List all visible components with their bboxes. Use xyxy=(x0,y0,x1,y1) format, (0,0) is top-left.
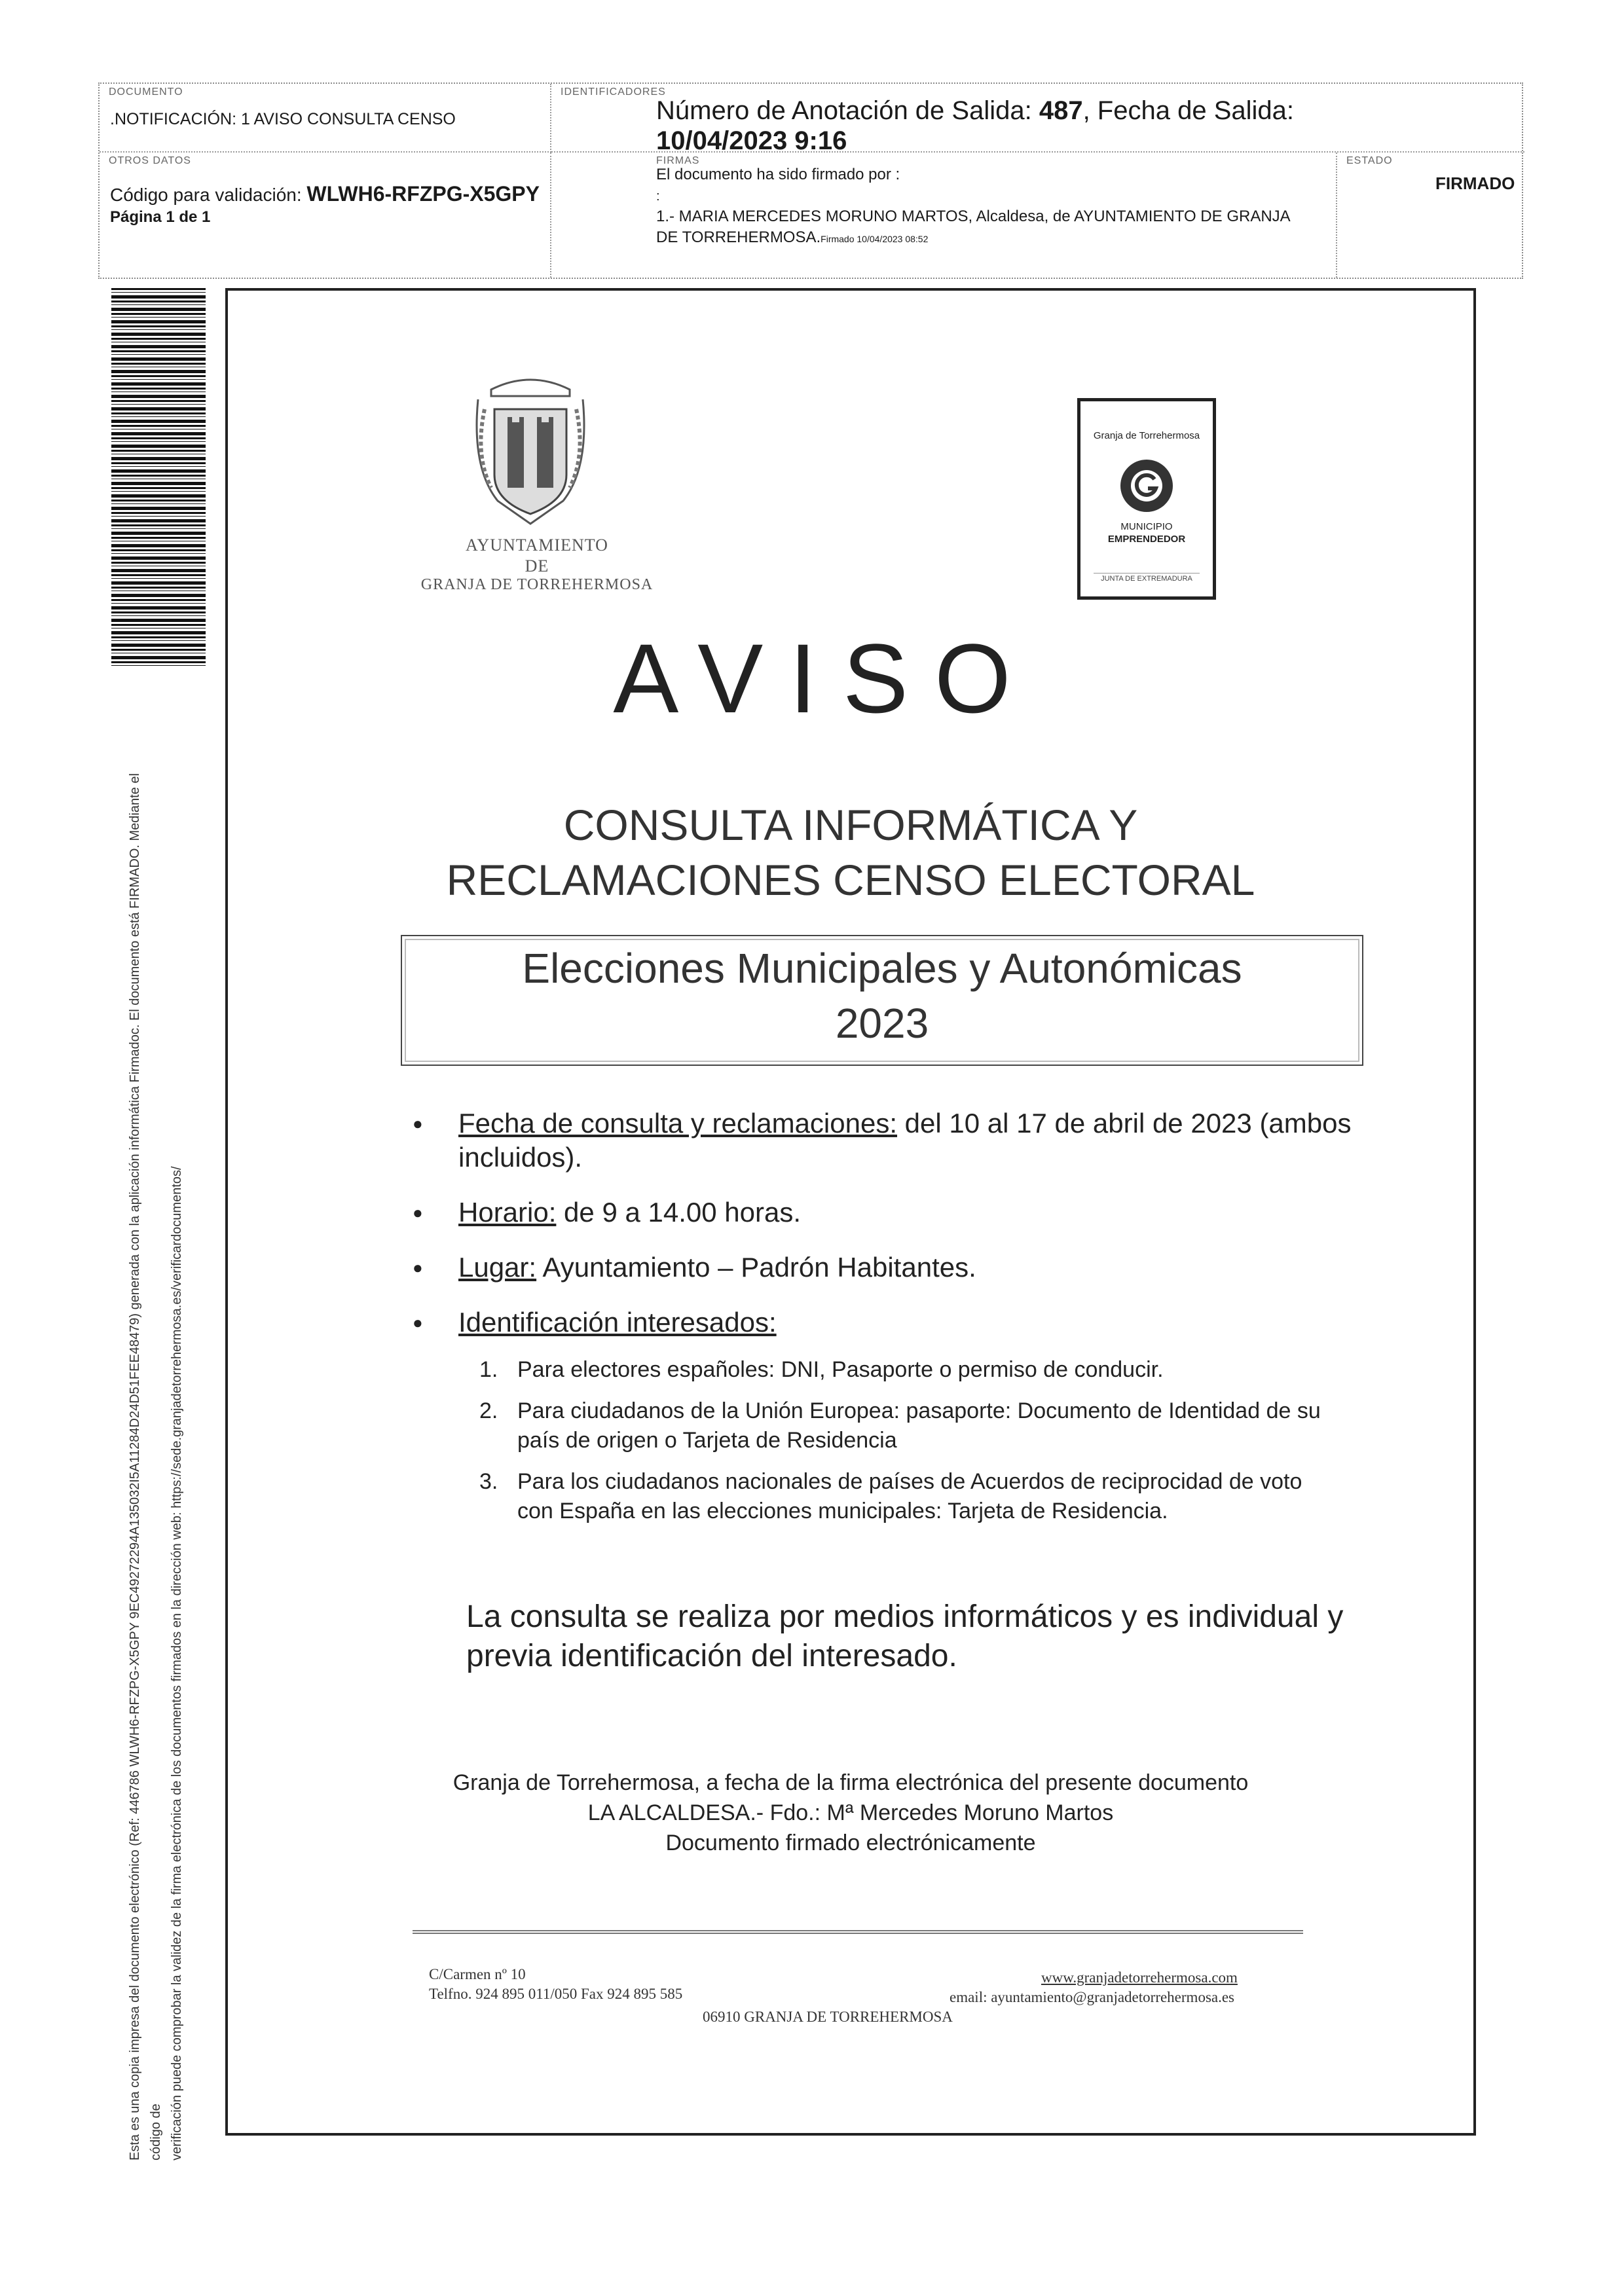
fecha-label: Fecha de consulta y reclamaciones: xyxy=(458,1108,898,1139)
identificadores-value xyxy=(656,96,1409,153)
firmas-label: FIRMAS xyxy=(656,155,700,166)
crest-line1: AYUNTAMIENTO xyxy=(466,536,608,555)
firmas-cell xyxy=(551,153,1337,278)
crest-line2: DE xyxy=(525,556,549,575)
consulta-paragraph: La consulta se realiza por medios informáticos y es individual y previa identificación del interesado. xyxy=(466,1599,1344,1673)
signed-at: Firmado 10/04/2023 08:52 xyxy=(821,234,929,244)
estado-cell xyxy=(1337,153,1524,278)
footer-address: C/Carmen nº 10 xyxy=(429,1966,526,1982)
list-item xyxy=(458,1305,1388,1339)
list-item xyxy=(458,1195,1388,1230)
firmas-colon: : xyxy=(656,189,660,204)
signature-line1: Granja de Torrehermosa, a fecha de la firma electrónica del presente documento xyxy=(452,1770,1249,1795)
elections-line1: Elecciones Municipales y Autonómicas xyxy=(522,945,1242,992)
estado-label: ESTADO xyxy=(1346,155,1393,166)
otros-datos-label: OTROS DATOS xyxy=(109,155,191,166)
page-title: AVISO xyxy=(613,623,1037,733)
badge-logo-icon xyxy=(1118,458,1175,514)
elections-line2: 2023 xyxy=(835,1000,929,1047)
item-text: Para los ciudadanos nacionales de países de Acuerdos de reciprocidad de voto con España en las elecciones municipales: Tarjeta de Residencia. xyxy=(517,1469,1302,1523)
list-item xyxy=(458,1250,1388,1285)
signer-text: 1.- MARIA MERCEDES MORUNO MARTOS, Alcaldesa, de AYUNTAMIENTO DE GRANJA DE TORREHERMOSA. xyxy=(656,208,1290,246)
elections-box xyxy=(401,935,1363,1066)
fecha-text: del 10 al 17 de abril de 2023 (ambos incluidos). xyxy=(458,1108,1352,1173)
identificadores-label: IDENTIFICADORES xyxy=(561,86,666,98)
item-number: 2. xyxy=(479,1398,498,1423)
identification-list xyxy=(479,1355,1342,1538)
firmas-signer xyxy=(656,206,1311,249)
subtitle-line1: CONSULTA INFORMÁTICA Y xyxy=(563,801,1138,849)
item-number: 1. xyxy=(479,1357,498,1382)
footer-divider xyxy=(413,1930,1303,1934)
firmas-intro: El documento ha sido firmado por : xyxy=(656,166,900,183)
badge-bottom-text: JUNTA DE EXTREMADURA xyxy=(1094,573,1200,583)
anotacion-text: Número de Anotación de Salida: xyxy=(656,96,1039,125)
item-number: 3. xyxy=(479,1469,498,1494)
footer-email[interactable]: email: ayuntamiento@granjadetorrehermosa.es xyxy=(950,1989,1235,2005)
anotacion-number: 487 xyxy=(1039,96,1083,125)
identificadores-cell xyxy=(551,84,1524,153)
identificacion-label: Identificación interesados: xyxy=(458,1307,777,1338)
side-verification-text xyxy=(124,759,187,2160)
otros-datos-value xyxy=(110,172,540,228)
list-item xyxy=(479,1355,1342,1385)
page-count: Página 1 de 1 xyxy=(110,208,211,226)
info-list xyxy=(458,1106,1388,1360)
badge-line1: MUNICIPIO xyxy=(1120,521,1173,532)
side-text-line1: Esta es una copia impresa del documento electrónico (Ref: 446786 WLWH6-RFZPG-X5GPY 9EC49272294A135032I5A11284D24D51FEE48479) generada con la aplicación informática Firmadoc. El documento está FIRMADO. Mediante el código de xyxy=(128,773,163,2160)
badge-middle-text xyxy=(1080,520,1213,545)
list-item xyxy=(458,1106,1388,1175)
list-item xyxy=(479,1467,1342,1526)
documento-label: DOCUMENTO xyxy=(109,86,183,98)
badge-top-text: Granja de Torrehermosa xyxy=(1093,430,1200,441)
crest-line3: GRANJA DE TORREHERMOSA xyxy=(420,576,654,593)
list-item xyxy=(479,1396,1342,1455)
subtitle-line2: RECLAMACIONES CENSO ELECTORAL xyxy=(446,856,1255,904)
lugar-text: Ayuntamiento – Padrón Habitantes. xyxy=(536,1252,976,1283)
municipal-crest-icon xyxy=(471,370,589,534)
signature-line2: LA ALCALDESA.- Fdo.: Mª Mercedes Moruno Martos xyxy=(587,1800,1114,1825)
signature-line3: Documento firmado electrónicamente xyxy=(665,1831,1036,1855)
header-table xyxy=(98,82,1523,279)
validation-code: WLWH6-RFZPG-X5GPY xyxy=(306,182,540,206)
documento-cell xyxy=(100,84,551,153)
fecha-salida-text: , Fecha de Salida: xyxy=(1082,96,1294,125)
footer-phone: Telfno. 924 895 011/050 Fax 924 895 585 xyxy=(429,1986,683,2002)
footer-postal: 06910 GRANJA DE TORREHERMOSA xyxy=(703,2009,953,2025)
otros-datos-cell xyxy=(100,153,551,278)
municipio-emprendedor-badge xyxy=(1077,398,1216,600)
fecha-salida-value: 10/04/2023 9:16 xyxy=(656,126,847,153)
item-text: Para ciudadanos de la Unión Europea: pasaporte: Documento de Identidad de su país de origen o Tarjeta de Residencia xyxy=(517,1398,1321,1453)
horario-text: de 9 a 14.00 horas. xyxy=(556,1197,802,1228)
documento-value: .NOTIFICACIÓN: 1 AVISO CONSULTA CENSO xyxy=(110,110,456,128)
item-text: Para electores españoles: DNI, Pasaporte o permiso de conducir. xyxy=(517,1357,1164,1382)
badge-line2: EMPRENDEDOR xyxy=(1107,534,1186,545)
lugar-label: Lugar: xyxy=(458,1252,537,1283)
side-text-line2: verificación puede comprobar la validez de la firma electrónica de los documentos firmados en la dirección web: https://sede.granjadetorrehermosa.es/verificardocumentos/ xyxy=(170,1166,184,2160)
horario-label: Horario: xyxy=(458,1197,557,1228)
barcode-icon xyxy=(111,288,206,668)
validation-code-label: Código para validación: xyxy=(110,185,307,205)
estado-value: FIRMADO xyxy=(1435,173,1515,193)
footer-web-link[interactable]: www.granjadetorrehermosa.com xyxy=(1041,1969,1238,1986)
